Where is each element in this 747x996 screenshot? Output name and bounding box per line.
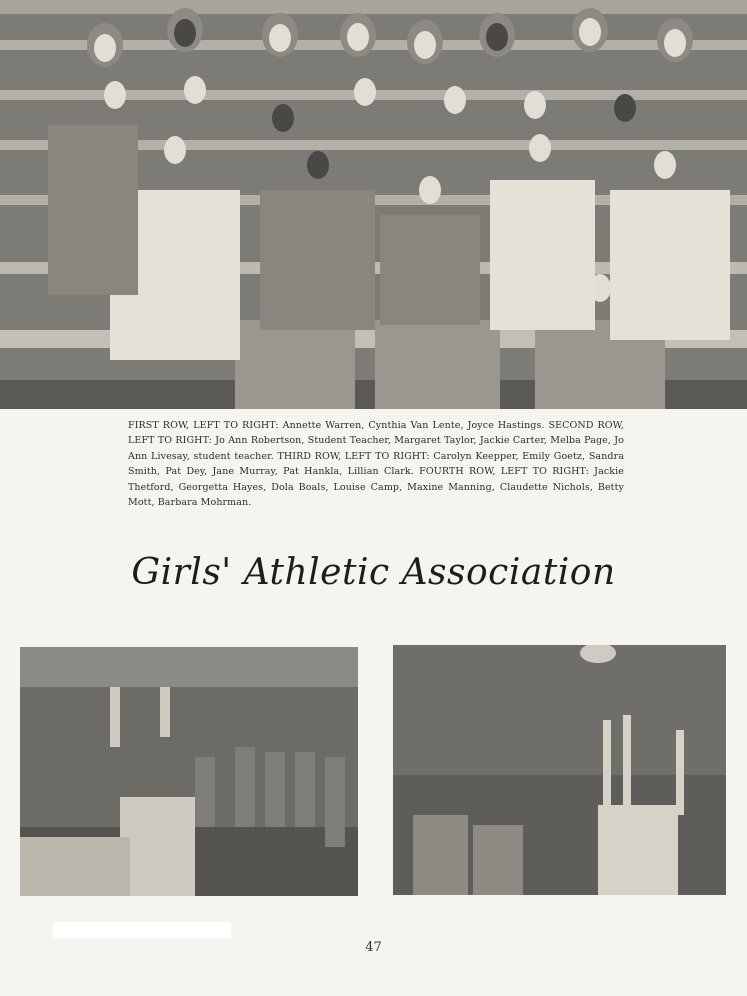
page-title: Girls' Athletic Association xyxy=(131,552,616,593)
basketball-photo-left xyxy=(20,647,358,896)
photo-caption: FIRST ROW, LEFT TO RIGHT: Annette Warren, Cynthia Van Lente, Joyce Hastings. SECOND ROW, LEFT TO RIGHT: Jo Ann Robertson, Student Teacher, Margaret Taylor, Jackie Carter, Melba Page, Jo Ann Livesay, student teacher. THIRD ROW, LEFT TO RIGHT: Carolyn Keepper, Emily Goetz, Sandra Smith, Pat Dey, Jane Murray, Pat Hankla, Lillian Clark. FOURTH ROW, LEFT TO RIGHT: Jackie Thetford, Georgetta Hayes, Dola Boals, Louise Camp, Maxine Manning, Claudette Nichols, Betty Mott, Barbara Mohrman. xyxy=(128,420,624,509)
page-number: 47 xyxy=(365,940,382,955)
group-photo-image xyxy=(0,0,747,409)
basketball-photo-right-image xyxy=(393,645,726,895)
group-photo xyxy=(0,0,747,409)
white-strip xyxy=(53,922,231,938)
basketball-photo-right xyxy=(393,645,726,895)
basketball-photo-left-image xyxy=(20,647,358,896)
